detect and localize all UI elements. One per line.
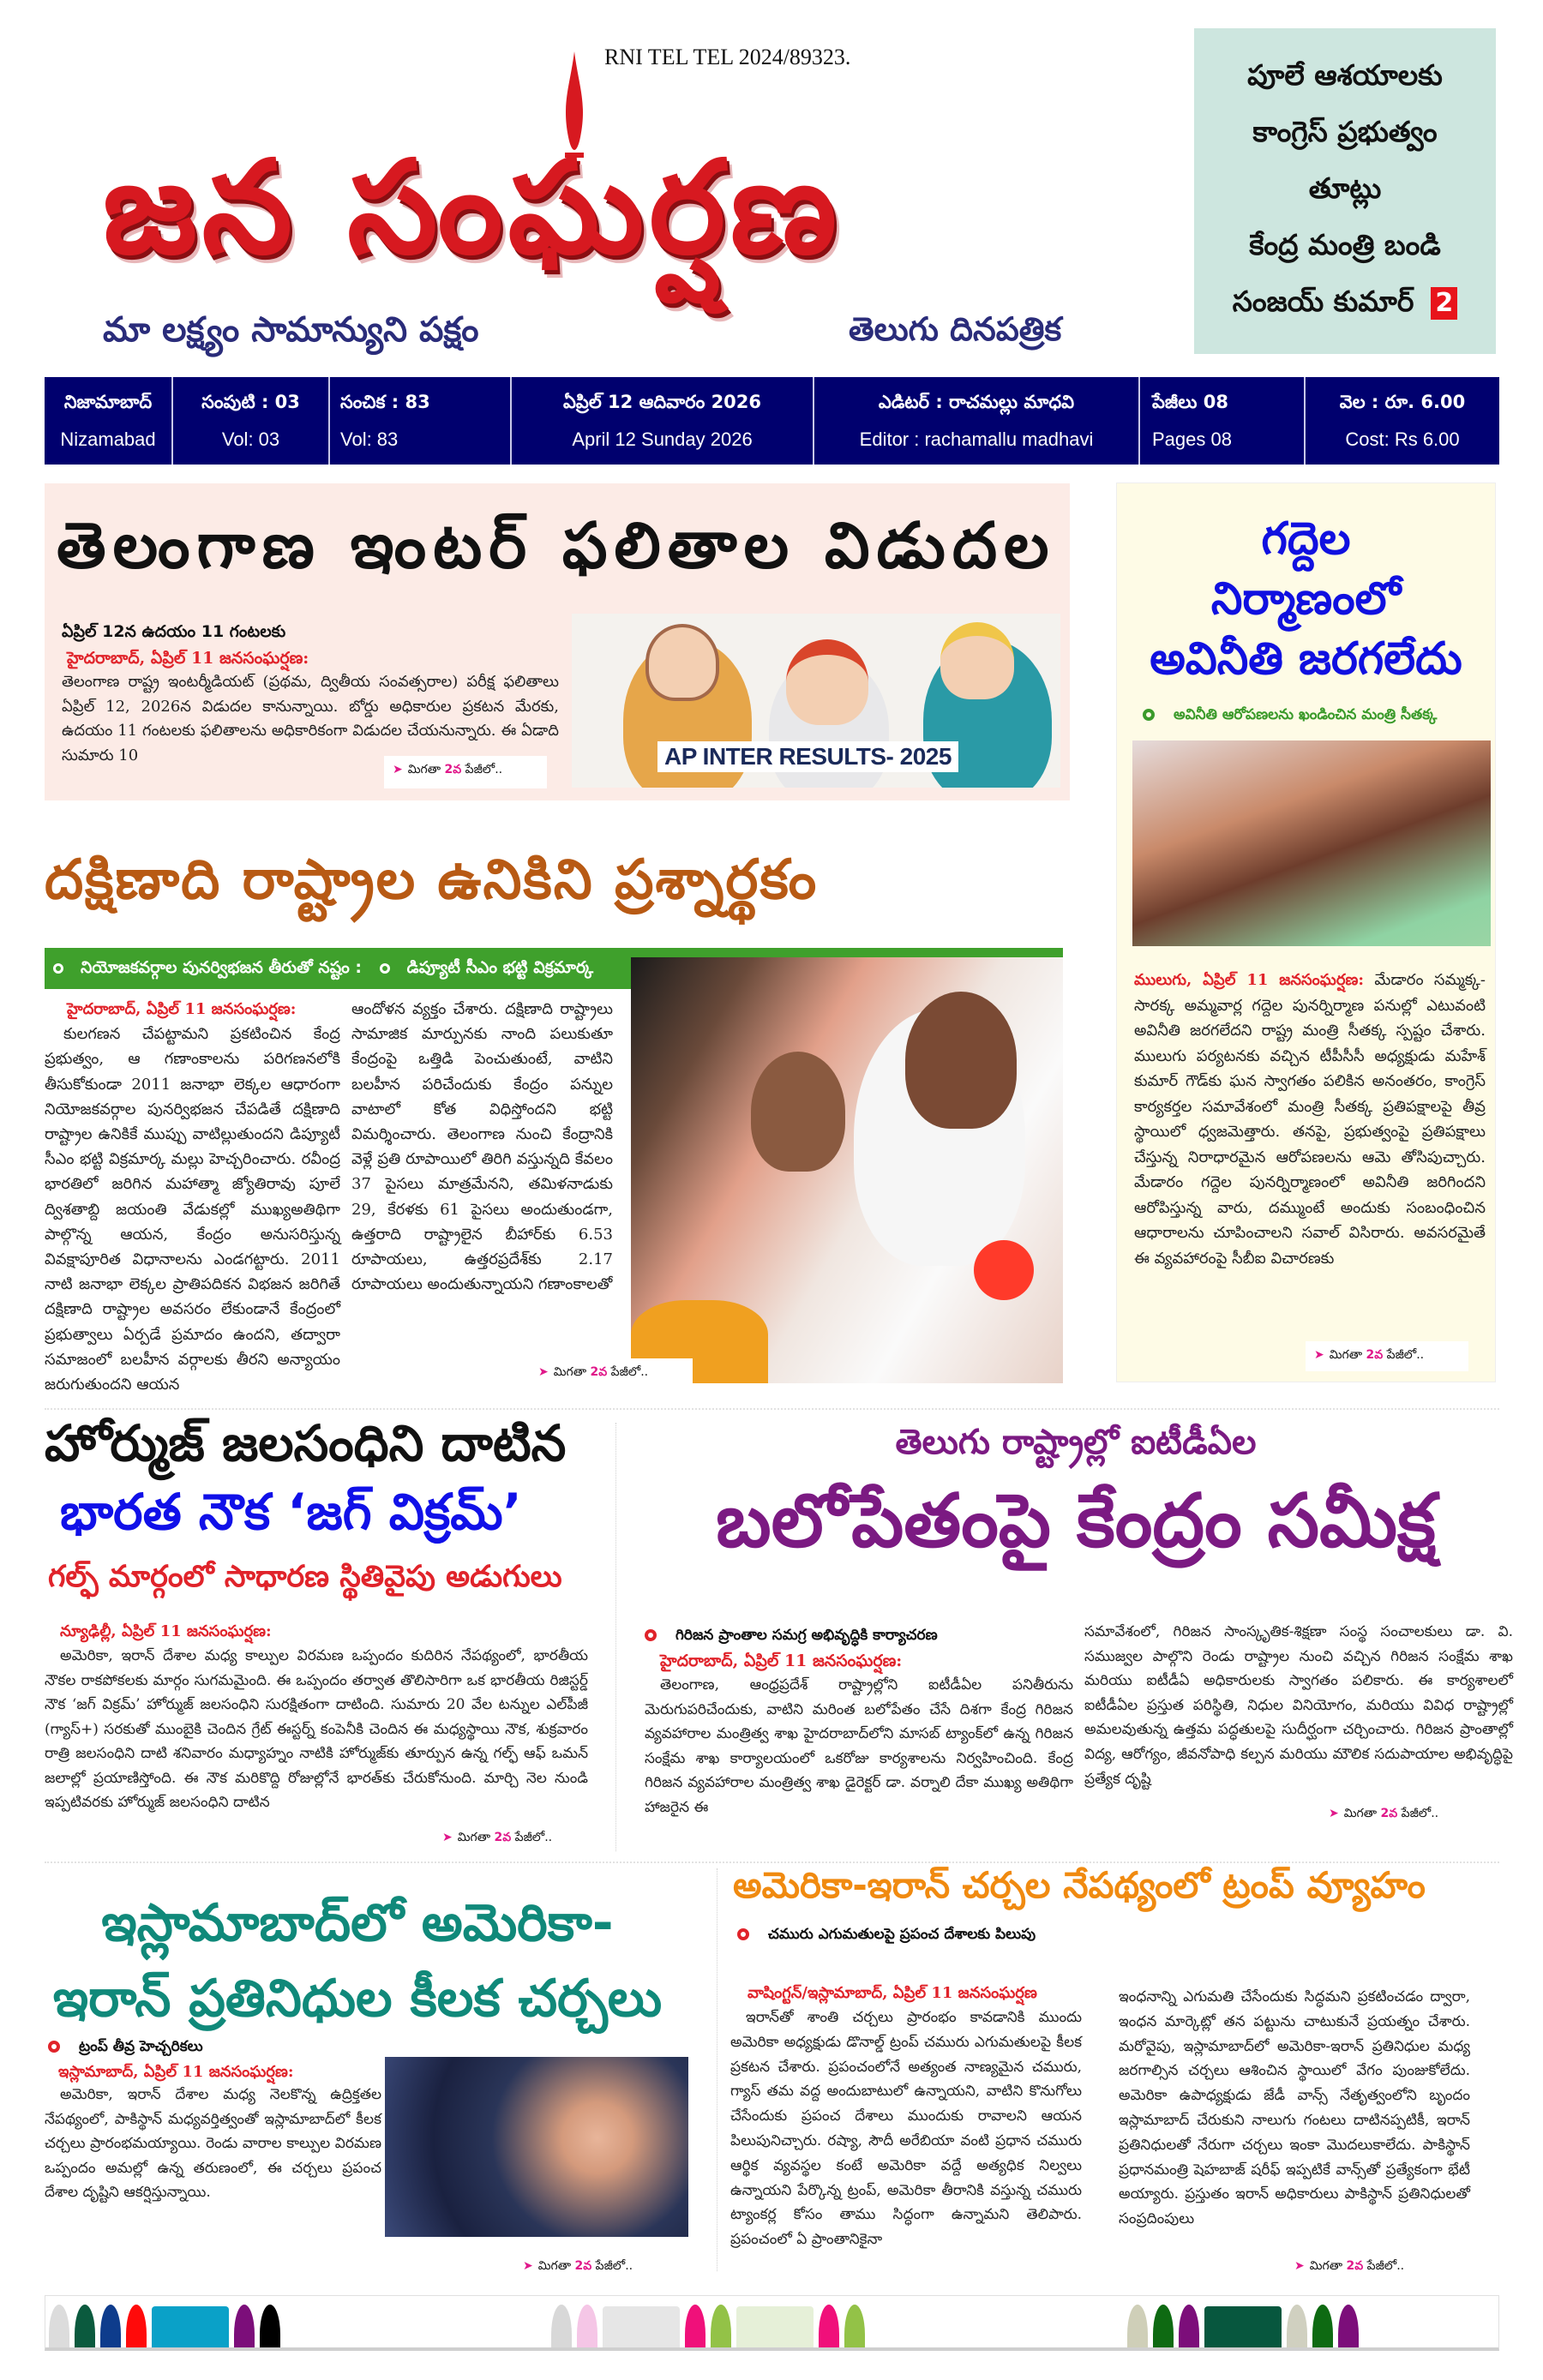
ribbon-swatch <box>577 2305 597 2347</box>
bullet-icon <box>48 2041 60 2053</box>
minister-photo <box>1132 740 1491 946</box>
continued-link[interactable] <box>514 2252 660 2282</box>
ribbon-swatch <box>819 2305 839 2347</box>
bullet-text: ట్రంప్ తీవ్ర హెచ్చరికలు <box>79 2038 203 2055</box>
info-te: సంచిక : 83 <box>340 392 430 412</box>
itda-dateline: హైదరాబాద్, ఏప్రిల్ 11 జనసంఘర్షణ: <box>660 1652 903 1670</box>
itda-column-2: సమావేశంలో, గిరిజన సాంస్కృతిక-శిక్షణా సంస్థ సంచాలకులు డా. వి. సముజ్వల పాల్గొని రెండు రాష్ట్రాల నుంచి వచ్చిన గిరిజన సంక్షేమ శాఖ మరియు ఐటీడీఏ అధికారులకు స్వాగతం పలికారు. ఈ కార్యశాలలో ఐటీడీఏల ప్రస్తుత పరిస్థితి, నిధుల వినియోగం, మరియు వివిధ రాష్ట్రాల్లో అమలవుతున్న ఉత్తమ పద్ధతులపై సుదీర్ఘంగా చర్చించారు. గిరిజన ప్రాంతాల్లో విద్య, ఆరోగ్యం, జీవనోపాధి కల్పన మరియు మౌలిక సదుపాయాల అభివృద్ధిపై ప్రత్యేక దృష్టి <box>1084 1623 1513 1788</box>
ribbon-swatch <box>260 2305 280 2347</box>
more-page: 2వ <box>590 1365 608 1379</box>
ribbon-swatch <box>49 2305 69 2347</box>
more-suffix: పేజీలో.. <box>1363 2259 1405 2273</box>
bullet-icon <box>380 963 390 974</box>
story2-col1-text: కులగణన చేపట్టామని ప్రకటించిన కేంద్ర ప్రభుత్వం, ఆ గణాంకాలను పరిగణనలోకి తీసుకోకుండా 2011 జనాభా లెక్కల ఆధారంగా నియోజకవర్గాల పునర్విభజన చేపడితే దక్షిణాది రాష్ట్రాల ఉనికికే ముప్పు వాటిల్లుతుందని డిప్యూటీ సీఎం భట్టి విక్రమార్క మల్లు హెచ్చరించారు. రవీంద్ర భారతిలో జరిగిన మహాత్మా జ్యోతిరావు పూలే ద్విశతాబ్ది జయంతి వేడుకల్లో ముఖ్యఅతిథిగా పాల్గొన్న ఆయన, కేంద్రం అనుసరిస్తున్న వివక్షాపూరిత విధానాలను ఎండగట్టారు. 2011 నాటి జనాభా లెక్కల ప్రాతిపదికన విభజన జరిగితే దక్షిణాది రాష్ట్రాల అవసరం లేకుండానే కేంద్రంలో ప్రభుత్వాలు ఏర్పడే ప్రమాదం ఉందని, తద్వారా సమాజంలో బలహీన వర్గాలకు తీరని అన్యాయం జరుగుతుందని ఆయన <box>45 1025 340 1394</box>
info-te: వెల : రూ. 6.00 <box>1339 392 1466 412</box>
info-en: Vol: 83 <box>340 429 399 450</box>
ribbon-swatch <box>711 2305 731 2347</box>
itda-headline[interactable]: బలోపేతంపై కేంద్రం సమీక్ష <box>716 1478 1436 1564</box>
promo-line: పూలే ఆశయాలకు <box>1247 58 1443 92</box>
arrow-icon: ➤ <box>442 1831 453 1844</box>
promo-line: కాంగ్రెస్ ప్రభుత్వం <box>1252 115 1438 148</box>
footer-color-strip <box>45 2295 1499 2351</box>
story2-column-1 <box>45 997 340 1397</box>
hormuz-body: అమెరికా, ఇరాన్ దేశాల మధ్య కాల్పుల విరమణ ఒప్పందం కుదిరిన నేపథ్యంలో, భారతీయ నౌకల రాకపోకలకు మార్గం సుగమమైంది. ఈ ఒప్పందం తర్వాత తొలిసారిగా ఒక భారతీయ రిజిస్టర్డ్ నౌక ‘జగ్ విక్రమ్’ హోర్ముజ్ జలసంధిని సురక్షితంగా దాటింది. సుమారు 20 వేల టన్నుల ఎల్‌పీజీ (గ్యాస్+) సరకుతో ముంబైకి చెందిన గ్రేట్ ఈస్టర్న్ కంపెనీకి చెందిన ఈ మధ్యస్థాయి నౌక, శుక్రవారం రాత్రి జలసంధిని దాటి శనివారం మధ్యాహ్నం నాటికి హోర్ముజ్‌కు తూర్పున ఉన్న గల్ఫ్ ఆఫ్ ఒమన్ జలాల్లో ప్రయాణిస్తోంది. ఈ నౌక మరికొద్ది రోజుల్లోనే భారత్‌కు చేరుకోనుంది. మార్చి నెల నుండి ఇప్పటివరకు హోర్ముజ్ జలసంధిని దాటిన <box>45 1647 588 1811</box>
hormuz-headline-line1[interactable]: హోర్ముజ్ జలసంధిని దాటిన <box>45 1414 567 1472</box>
hormuz-dateline: న్యూఢిల్లీ, ఏప్రిల్ 11 జనసంఘర్షణ: <box>60 1622 272 1640</box>
more-prefix: మిగతా <box>1309 2259 1347 2273</box>
ribbon-swatch <box>1179 2305 1199 2347</box>
arrow-icon: ➤ <box>1329 1807 1339 1820</box>
more-prefix: మిగతా <box>407 763 445 776</box>
bullet-text: అవినీతి ఆరోపణలను ఖండించిన మంత్రి సీతక్క <box>1174 706 1438 723</box>
more-page: 2వ <box>1346 2259 1364 2273</box>
info-en: Nizamabad <box>60 429 156 450</box>
info-en: Cost: Rs 6.00 <box>1345 429 1460 450</box>
info-en: Vol: 03 <box>221 429 280 450</box>
arrow-icon: ➤ <box>1294 2259 1305 2273</box>
info-te: పేజీలు 08 <box>1152 392 1228 412</box>
arrow-icon: ➤ <box>523 2259 533 2273</box>
ribbon-swatch <box>1204 2306 1282 2347</box>
ribbon-swatch <box>1127 2305 1148 2347</box>
itda-kicker: తెలుగు రాష్ట్రాల్లో ఐటీడీఏల <box>895 1423 1257 1462</box>
story2-headline[interactable]: దక్షిణాది రాష్ట్రాల ఉనికిని ప్రశ్నార్థకం <box>45 848 819 912</box>
promo-line: కేంద్ర మంత్రి బండి <box>1249 228 1441 261</box>
students-illustration <box>572 614 1060 788</box>
info-volume <box>173 377 330 465</box>
ribbon-swatch <box>1312 2305 1333 2347</box>
continued-link[interactable] <box>384 756 547 788</box>
info-en: Editor : rachamallu madhavi <box>859 429 1094 450</box>
more-prefix: మిగతా <box>457 1831 495 1844</box>
promo-line <box>1194 273 1496 330</box>
headline-line: నిర్మాణంలో <box>1210 573 1402 625</box>
ribbon-swatch <box>844 2305 865 2347</box>
bullet-icon <box>53 963 63 974</box>
story2-dateline: హైదరాబాద్, ఏప్రిల్ 11 జనసంఘర్షణ: <box>67 1000 297 1018</box>
rni-number: RNI TEL TEL 2024/89323. <box>604 45 851 69</box>
sidebar-body <box>1134 968 1486 1271</box>
section-divider <box>45 1861 1499 1863</box>
bullet-icon <box>737 1928 749 1940</box>
more-suffix: పేజీలో.. <box>1383 1348 1425 1362</box>
islamabad-body: అమెరికా, ఇరాన్ దేశాల మధ్య నెలకొన్న ఉద్రిక్తతల నేపథ్యంలో, పాకిస్థాన్ మధ్యవర్తిత్వంతో ఇస్లామాబాద్‌లో కీలక చర్చలు ప్రారంభమయ్యాయి. రెండు వారాల కాల్పుల విరమణ ఒప్పందం అమల్లో ఉన్న తరుణంలో, ఈ చర్చలు ప్రపంచ దేశాల దృష్టిని ఆకర్షిస్తున్నాయి. <box>45 2086 381 2202</box>
ribbon-swatch <box>126 2305 147 2347</box>
more-prefix: మిగతా <box>537 2259 575 2273</box>
lead-body: తెలంగాణ రాష్ట్ర ఇంటర్మీడియట్ (ప్రథమ, ద్వితీయ సంవత్సరాల) పరీక్ష ఫలితాలు ఏప్రిల్ 12, 2026న విడుదల కానున్నాయి. బోర్డు అధికారుల ప్రకటన మేరకు, ఉదయం 11 గంటలకు ఫలితాలను అధికారికంగా విడుదల చేయనున్నారు. ఈ ఏడాది సుమారు 10 <box>62 673 559 764</box>
info-te: నిజామాబాద్ <box>63 392 153 412</box>
page-badge: 2 <box>1431 287 1457 320</box>
more-suffix: పేజీలో.. <box>511 1831 553 1844</box>
arrow-icon: ➤ <box>393 763 403 776</box>
paper-type: తెలుగు దినపత్రిక <box>849 310 1062 348</box>
ribbon-swatch <box>152 2306 229 2347</box>
ribbon-swatch <box>234 2305 255 2347</box>
sidebar-dateline: ములుగు, ఏప్రిల్ 11 జనసంఘర్షణ: <box>1134 971 1365 989</box>
edition-info-bar <box>45 377 1499 465</box>
info-te: సంపుటి : 03 <box>201 392 300 412</box>
info-city <box>45 377 173 465</box>
continued-link[interactable] <box>1286 2252 1440 2282</box>
sidebar-story[interactable] <box>1116 483 1496 1382</box>
story2-column-2: ఆందోళన వ్యక్తం చేశారు. దక్షిణాది రాష్ట్రాలు సామాజిక మార్పునకు నాంది పలుకుతూ కేంద్రంపై ఒత్తిడి పెంచుతుంటే, వాటిని బలహీన పరిచేందుకు కేంద్రం పన్నుల వాటాలో కోత విధిస్తోందని భట్టి విమర్శించారు. తెలంగాణ నుంచి కేంద్రానికి వెళ్లే ప్రతి రూపాయిలో తిరిగి వస్తున్నది కేవలం 37 పైసలు మాత్రమేనని, తమిళనాడుకు 29, కేరళకు 61 పైసలు అందుతుండగా, ఉత్తరాది రాష్ట్రాలైన బీహార్‌కు 6.53 రూపాయలు, ఉత్తరప్రదేశ్‌కు 2.17 రూపాయలు అందుతున్నాయని గణాంకాలతో <box>351 1000 613 1294</box>
continued-link[interactable] <box>1306 1341 1468 1371</box>
column-divider <box>615 1423 616 1851</box>
continued-link[interactable] <box>434 1824 579 1854</box>
lead-story[interactable] <box>45 483 1070 800</box>
itda-column-1: తెలంగాణ, ఆంధ్రప్రదేశ్ రాష్ట్రాల్లోని ఐటీడీఏల పనితీరును మెరుగుపరిచేందుకు, వాటిని మరింత బలోపేతం చేసే దిశగా కేంద్ర గిరిజన వ్యవహారాల మంత్రిత్వ శాఖ హైదరాబాద్‌లోని మాసబ్ ట్యాంక్‌లో ఉన్న గిరిజన సంక్షేమ శాఖ కార్యాలయంలో ఒకరోజు కార్యశాలను నిర్వహించింది. కేంద్ర గిరిజన వ్యవహారాల మంత్రిత్వ శాఖ డైరెక్టర్ డా. వర్నాలి దేకా ముఖ్య అతిథిగా హాజరైన ఈ <box>645 1676 1073 1816</box>
sidebar-body-text: మేడారం సమ్మక్క-సారక్క అమ్మవార్ల గద్దెల పునర్నిర్మాణ పనుల్లో ఎటువంటి అవినీతి జరగలేదని రాష్ట్ర మంత్రి సీతక్క స్పష్టం చేశారు. ములుగు పర్యటనకు వచ్చిన టీపీసీసీ అధ్యక్షుడు మహేశ్ కుమార్ గౌడ్‌కు ఘన స్వాగతం పలికిన అనంతరం, కాంగ్రెస్ కార్యకర్తల సమావేశంలో మంత్రి సీతక్క ప్రతిపక్షాలపై తీవ్ర స్థాయిలో ధ్వజమెత్తారు. తనపై, ప్రభుత్వంపై ప్రతిపక్షాలు చేస్తున్న నిరాధారమైన ఆరోపణలను ఆమె తోసిపుచ్చారు. మేడారం గద్దెల పునర్నిర్మాణంలో అవినీతి జరిగిందని ఆరోపిస్తున్న వారు, దమ్ముంటే అందుకు సంబంధించిన ఆధారాలను చూపించాలని సవాల్ విసిరారు. అవసరమైతే ఈ వ్యవహారంపై సీబీఐ విచారణకు <box>1134 971 1486 1268</box>
islamabad-dateline: ఇస్లామాబాద్, ఏప్రిల్ 11 జనసంఘర్షణ: <box>58 2063 294 2081</box>
ribbon-swatch <box>685 2305 705 2347</box>
islamabad-bullet <box>48 2038 203 2059</box>
bullet-text: నియోజకవర్గాల పునర్విభజన తీరుతో నష్టం : <box>81 958 363 977</box>
ribbon-swatch <box>1153 2305 1174 2347</box>
more-suffix: పేజీలో.. <box>461 763 503 776</box>
ribbon-swatch <box>736 2306 814 2347</box>
more-suffix: పేజీలో.. <box>591 2259 633 2273</box>
trump-headline[interactable]: అమెరికా-ఇరాన్ చర్చల నేపథ్యంలో ట్రంప్ వ్యూహం <box>733 1864 1426 1906</box>
info-te: ఏప్రిల్ 12 ఆదివారం 2026 <box>562 392 762 412</box>
more-prefix: మిగతా <box>553 1365 591 1379</box>
more-prefix: మిగతా <box>1343 1807 1381 1820</box>
more-prefix: మిగతా <box>1329 1348 1366 1362</box>
newspaper-logo[interactable] <box>103 101 1114 315</box>
lead-subhead: ఏప్రిల్ 12న ఉదయం 11 గంటలకు <box>62 622 286 641</box>
headline-line: గద్దెల <box>1261 513 1351 565</box>
bullet-icon <box>1143 709 1155 721</box>
hormuz-headline-line2[interactable]: భారత నౌక ‘జగ్ విక్రమ్’ <box>60 1483 522 1541</box>
ribbon-swatch <box>1287 2305 1307 2347</box>
more-page: 2వ <box>1380 1807 1398 1820</box>
ribbon-swatch <box>100 2305 121 2347</box>
info-price <box>1306 377 1499 465</box>
bullet-icon <box>645 1629 657 1641</box>
arrow-icon: ➤ <box>1314 1348 1324 1362</box>
bullet-text: చమురు ఎగుమతులపై ప్రపంచ దేశాలకు పిలుపు <box>768 1926 1036 1943</box>
ribbon-swatch <box>1338 2305 1359 2347</box>
bullet-text: గిరిజన ప్రాంతాల సమగ్ర అభివృద్ధికి కార్యాచరణ <box>675 1627 938 1644</box>
continued-link[interactable] <box>530 1358 693 1388</box>
info-en: April 12 Sunday 2026 <box>572 429 753 450</box>
promo-line-text: సంజయ్ కుమార్ <box>1232 285 1414 318</box>
islamabad-headline[interactable]: ఇస్లామాబాద్‌లో అమెరికా-ఇరాన్ ప్రతినిధుల కీలక చర్చలు <box>52 1893 663 2029</box>
tagline: మా లక్ష్యం సామాన్యుని పక్షం <box>103 310 479 350</box>
ribbon-swatch <box>603 2306 680 2347</box>
trump-photo <box>385 2057 688 2237</box>
more-suffix: పేజీలో.. <box>607 1365 649 1379</box>
section-divider <box>45 1408 1499 1410</box>
info-te: ఎడిటర్ : రాచమల్లు మాధవి <box>878 392 1075 412</box>
lead-dateline: హైదరాబాద్, ఏప్రిల్ 11 జనసంఘర్షణ: <box>67 649 309 668</box>
logo-text: జన సంఘర్షణ <box>103 134 843 283</box>
bullet-text: డిప్యూటీ సీఎం భట్టి విక్రమార్క <box>406 958 594 977</box>
lead-headline[interactable]: తెలంగాణ ఇంటర్ ఫలితాల విడుదల <box>57 509 1056 583</box>
more-page: 2వ <box>494 1831 512 1844</box>
hormuz-subheadline: గల్ఫ్ మార్గంలో సాధారణ స్థితివైపు అడుగులు <box>48 1560 562 1594</box>
ribbon-swatch <box>75 2305 95 2347</box>
itda-bullet <box>645 1627 938 1647</box>
info-issue <box>330 377 512 465</box>
ribbon-swatch <box>551 2305 572 2347</box>
sidebar-headline[interactable] <box>1117 509 1495 689</box>
info-editor <box>814 377 1140 465</box>
deputy-cm-photo <box>631 957 1063 1383</box>
promo-line: తూట్లు <box>1308 171 1382 205</box>
trump-dateline: వాషింగ్టన్/ఇస్లామాబాద్, ఏప్రిల్ 11 జనసంఘర్షణ <box>747 1984 1037 2002</box>
more-page: 2వ <box>1366 1348 1384 1362</box>
trump-column-1: ఇరాన్‌తో శాంతి చర్చలు ప్రారంభం కావడానికి ముందు అమెరికా అధ్యక్షుడు డొనాల్డ్ ట్రంప్ చమురు ఎగుమతులపై కీలక ప్రకటన చేశారు. ప్రపంచంలోనే అత్యంత నాణ్యమైన చమురు, గ్యాస్ తమ వద్ద అందుబాటులో ఉన్నాయని, వాటిని కొనుగోలు చేసేందుకు ప్రపంచ దేశాలు ముందుకు రావాలని ఆయన పిలుపునిచ్చారు. రష్యా, సౌదీ అరేబియా వంటి ప్రధాన చమురు ఆర్థిక వ్యవస్థల కంటే అమెరికా వద్దే అత్యధిక నిల్వలు ఉన్నాయని పేర్కొన్న ట్రంప్, అమెరికా తీరానికి వస్తున్న చమురు ట్యాంకర్ల కోసం తాము సిద్ధంగా ఉన్నామని తెలిపారు. ప్రపంచంలో ఏ ప్రాంతానికైనా <box>730 2009 1082 2249</box>
info-date <box>512 377 814 465</box>
arrow-icon: ➤ <box>538 1365 549 1379</box>
promo-box[interactable] <box>1194 28 1496 354</box>
image-caption: AP INTER RESULTS- 2025 <box>657 741 958 772</box>
info-en: Pages 08 <box>1152 429 1232 450</box>
continued-link[interactable] <box>1320 1800 1466 1830</box>
trump-column-2: ఇంధనాన్ని ఎగుమతి చేసేందుకు సిద్ధమని ప్రకటించడం ద్వారా, ఇంధన మార్కెట్లో తన పట్టును చాటుకునే ప్రయత్నం చేశారు. మరోవైపు, ఇస్లామాబాద్‌లో అమెరికా-ఇరాన్ ప్రతినిధుల మధ్య జరగాల్సిన చర్చలు ఆశించిన స్థాయిలో వేగం పుంజుకోలేదు. అమెరికా ఉపాధ్యక్షుడు జేడీ వాన్స్ నేతృత్వంలోని బృందం ఇస్లామాబాద్ చేరుకుని నాలుగు గంటలు దాటినప్పటికీ, ఇరాన్ ప్రతినిధులతో నేరుగా చర్చలు ఇంకా మొదలుకాలేదు. పాకిస్థాన్ ప్రధానమంత్రి షెహబాజ్ షరీఫ్ ఇప్పటికే వాన్స్‌తో ప్రత్యేకంగా భేటీ అయ్యారు. ప్రస్తుతం ఇరాన్ అధికారులు పాకిస్థాన్ ప్రతినిధులతో సంప్రదింపులు <box>1119 1988 1470 2228</box>
info-pages <box>1140 377 1306 465</box>
more-suffix: పేజీలో.. <box>1397 1807 1439 1820</box>
more-page: 2వ <box>444 763 462 776</box>
more-page: 2వ <box>574 2259 592 2273</box>
trump-bullet <box>737 1926 1036 1946</box>
sidebar-bullet <box>1143 706 1437 727</box>
headline-line: అవినీతి జరగలేదు <box>1150 633 1462 685</box>
